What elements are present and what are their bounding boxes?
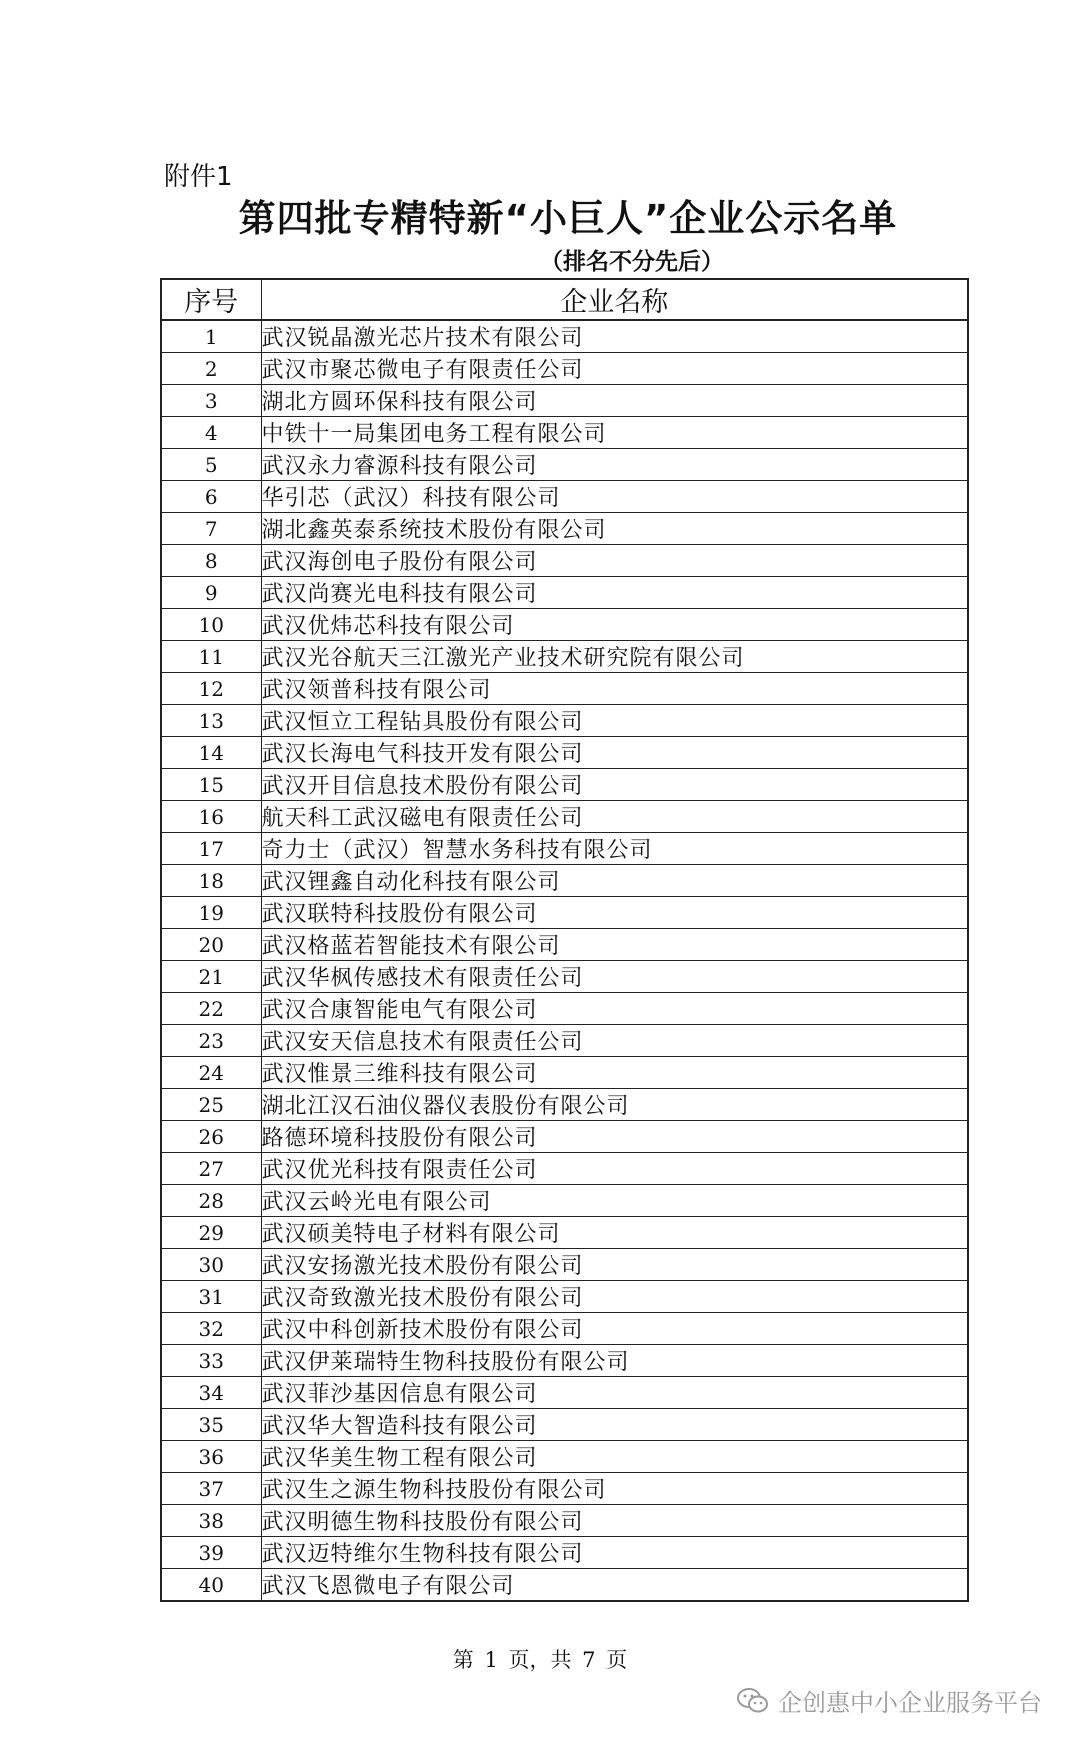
table-row bbox=[161, 929, 968, 961]
company-name-cell: 武汉迈特维尔生物科技有限公司 bbox=[261, 1537, 968, 1569]
table-row bbox=[161, 609, 968, 641]
table-row bbox=[161, 801, 968, 833]
table-row bbox=[161, 1249, 968, 1281]
table-row bbox=[161, 769, 968, 801]
serial-number-cell: 39 bbox=[161, 1537, 261, 1569]
company-name-cell: 武汉华大智造科技有限公司 bbox=[261, 1409, 968, 1441]
serial-number-cell: 16 bbox=[161, 801, 261, 833]
table-row bbox=[161, 1409, 968, 1441]
table-row bbox=[161, 385, 968, 417]
company-name-cell: 武汉优炜芯科技有限公司 bbox=[261, 609, 968, 641]
company-name-cell: 武汉硕美特电子材料有限公司 bbox=[261, 1217, 968, 1249]
company-name-cell: 武汉格蓝若智能技术有限公司 bbox=[261, 929, 968, 961]
serial-number-cell: 5 bbox=[161, 449, 261, 481]
company-name-cell: 武汉明德生物科技股份有限公司 bbox=[261, 1505, 968, 1537]
table-row bbox=[161, 417, 968, 449]
watermark bbox=[736, 1683, 1042, 1718]
company-name-cell: 武汉伊莱瑞特生物科技股份有限公司 bbox=[261, 1345, 968, 1377]
company-name-cell: 武汉领普科技有限公司 bbox=[261, 673, 968, 705]
serial-number-cell: 24 bbox=[161, 1057, 261, 1089]
company-name-cell: 武汉安天信息技术有限责任公司 bbox=[261, 1025, 968, 1057]
serial-number-cell: 35 bbox=[161, 1409, 261, 1441]
company-name-cell: 武汉华美生物工程有限公司 bbox=[261, 1441, 968, 1473]
header-serial-number: 序号 bbox=[161, 279, 261, 320]
serial-number-cell: 6 bbox=[161, 481, 261, 513]
page-footer: 第 1 页，共 7 页 bbox=[452, 1648, 628, 1672]
company-name-cell: 武汉中科创新技术股份有限公司 bbox=[261, 1313, 968, 1345]
serial-number-cell: 15 bbox=[161, 769, 261, 801]
company-name-cell: 航天科工武汉磁电有限责任公司 bbox=[261, 801, 968, 833]
document-title: 第四批专精特新“小巨人”企业公示名单 bbox=[238, 197, 898, 240]
company-name-cell: 武汉云岭光电有限公司 bbox=[261, 1185, 968, 1217]
company-name-cell: 武汉菲沙基因信息有限公司 bbox=[261, 1377, 968, 1409]
serial-number-cell: 25 bbox=[161, 1089, 261, 1121]
company-table bbox=[160, 278, 969, 1602]
serial-number-cell: 32 bbox=[161, 1313, 261, 1345]
serial-number-cell: 10 bbox=[161, 609, 261, 641]
attachment-label: 附件1 bbox=[164, 162, 233, 192]
table-row bbox=[161, 1025, 968, 1057]
company-name-cell: 武汉开目信息技术股份有限公司 bbox=[261, 769, 968, 801]
serial-number-cell: 26 bbox=[161, 1121, 261, 1153]
table-header-row bbox=[161, 279, 968, 320]
serial-number-cell: 18 bbox=[161, 865, 261, 897]
company-name-cell: 武汉光谷航天三江激光产业技术研究院有限公司 bbox=[261, 641, 968, 673]
table-row bbox=[161, 1089, 968, 1121]
table-row bbox=[161, 961, 968, 993]
table-row bbox=[161, 1153, 968, 1185]
company-name-cell: 路德环境科技股份有限公司 bbox=[261, 1121, 968, 1153]
company-name-cell: 湖北江汉石油仪器仪表股份有限公司 bbox=[261, 1089, 968, 1121]
company-name-cell: 武汉安扬激光技术股份有限公司 bbox=[261, 1249, 968, 1281]
table-row bbox=[161, 577, 968, 609]
table-row bbox=[161, 353, 968, 385]
table-body bbox=[161, 320, 968, 1601]
table-row bbox=[161, 320, 968, 353]
company-name-cell: 武汉恒立工程钻具股份有限公司 bbox=[261, 705, 968, 737]
serial-number-cell: 17 bbox=[161, 833, 261, 865]
serial-number-cell: 11 bbox=[161, 641, 261, 673]
table-row bbox=[161, 1505, 968, 1537]
company-name-cell: 武汉长海电气科技开发有限公司 bbox=[261, 737, 968, 769]
table-row bbox=[161, 897, 968, 929]
table-row bbox=[161, 545, 968, 577]
serial-number-cell: 31 bbox=[161, 1281, 261, 1313]
table-row bbox=[161, 1217, 968, 1249]
company-name-cell: 中铁十一局集团电务工程有限公司 bbox=[261, 417, 968, 449]
serial-number-cell: 21 bbox=[161, 961, 261, 993]
company-name-cell: 武汉华枫传感技术有限责任公司 bbox=[261, 961, 968, 993]
document-subtitle: （排名不分先后） bbox=[540, 249, 724, 275]
serial-number-cell: 19 bbox=[161, 897, 261, 929]
company-name-cell: 湖北方圆环保科技有限公司 bbox=[261, 385, 968, 417]
table-row bbox=[161, 1473, 968, 1505]
company-name-cell: 华引芯（武汉）科技有限公司 bbox=[261, 481, 968, 513]
serial-number-cell: 29 bbox=[161, 1217, 261, 1249]
table-row bbox=[161, 449, 968, 481]
table-row bbox=[161, 993, 968, 1025]
serial-number-cell: 13 bbox=[161, 705, 261, 737]
serial-number-cell: 40 bbox=[161, 1569, 261, 1602]
table-row bbox=[161, 673, 968, 705]
serial-number-cell: 34 bbox=[161, 1377, 261, 1409]
company-name-cell: 武汉奇致激光技术股份有限公司 bbox=[261, 1281, 968, 1313]
serial-number-cell: 23 bbox=[161, 1025, 261, 1057]
serial-number-cell: 38 bbox=[161, 1505, 261, 1537]
serial-number-cell: 12 bbox=[161, 673, 261, 705]
table-row bbox=[161, 1185, 968, 1217]
serial-number-cell: 28 bbox=[161, 1185, 261, 1217]
table-row bbox=[161, 1377, 968, 1409]
company-name-cell: 武汉尚赛光电科技有限公司 bbox=[261, 577, 968, 609]
company-name-cell: 武汉锐晶激光芯片技术有限公司 bbox=[261, 320, 968, 353]
company-name-cell: 武汉合康智能电气有限公司 bbox=[261, 993, 968, 1025]
table-row bbox=[161, 1121, 968, 1153]
serial-number-cell: 4 bbox=[161, 417, 261, 449]
company-name-cell: 武汉联特科技股份有限公司 bbox=[261, 897, 968, 929]
table-row bbox=[161, 1441, 968, 1473]
serial-number-cell: 30 bbox=[161, 1249, 261, 1281]
table-row bbox=[161, 1313, 968, 1345]
serial-number-cell: 1 bbox=[161, 320, 261, 353]
table-row bbox=[161, 1569, 968, 1602]
company-name-cell: 武汉海创电子股份有限公司 bbox=[261, 545, 968, 577]
table-row bbox=[161, 481, 968, 513]
company-name-cell: 武汉市聚芯微电子有限责任公司 bbox=[261, 353, 968, 385]
serial-number-cell: 27 bbox=[161, 1153, 261, 1185]
serial-number-cell: 8 bbox=[161, 545, 261, 577]
table-row bbox=[161, 705, 968, 737]
table-row bbox=[161, 641, 968, 673]
table-row bbox=[161, 1345, 968, 1377]
company-name-cell: 武汉生之源生物科技股份有限公司 bbox=[261, 1473, 968, 1505]
table-row bbox=[161, 833, 968, 865]
serial-number-cell: 33 bbox=[161, 1345, 261, 1377]
table-row bbox=[161, 1537, 968, 1569]
serial-number-cell: 20 bbox=[161, 929, 261, 961]
company-name-cell: 湖北鑫英泰系统技术股份有限公司 bbox=[261, 513, 968, 545]
serial-number-cell: 14 bbox=[161, 737, 261, 769]
wechat-icon bbox=[736, 1687, 770, 1715]
serial-number-cell: 37 bbox=[161, 1473, 261, 1505]
serial-number-cell: 2 bbox=[161, 353, 261, 385]
company-name-cell: 武汉永力睿源科技有限公司 bbox=[261, 449, 968, 481]
serial-number-cell: 3 bbox=[161, 385, 261, 417]
company-name-cell: 奇力士（武汉）智慧水务科技有限公司 bbox=[261, 833, 968, 865]
table-row bbox=[161, 1281, 968, 1313]
table-row bbox=[161, 513, 968, 545]
serial-number-cell: 36 bbox=[161, 1441, 261, 1473]
table-row bbox=[161, 1057, 968, 1089]
watermark-text: 企创惠中小企业服务平台 bbox=[778, 1689, 1042, 1717]
serial-number-cell: 9 bbox=[161, 577, 261, 609]
serial-number-cell: 22 bbox=[161, 993, 261, 1025]
company-name-cell: 武汉优光科技有限责任公司 bbox=[261, 1153, 968, 1185]
company-name-cell: 武汉惟景三维科技有限公司 bbox=[261, 1057, 968, 1089]
table-row bbox=[161, 865, 968, 897]
company-name-cell: 武汉飞恩微电子有限公司 bbox=[261, 1569, 968, 1602]
table-row bbox=[161, 737, 968, 769]
header-company-name: 企业名称 bbox=[261, 279, 968, 320]
serial-number-cell: 7 bbox=[161, 513, 261, 545]
company-name-cell: 武汉锂鑫自动化科技有限公司 bbox=[261, 865, 968, 897]
